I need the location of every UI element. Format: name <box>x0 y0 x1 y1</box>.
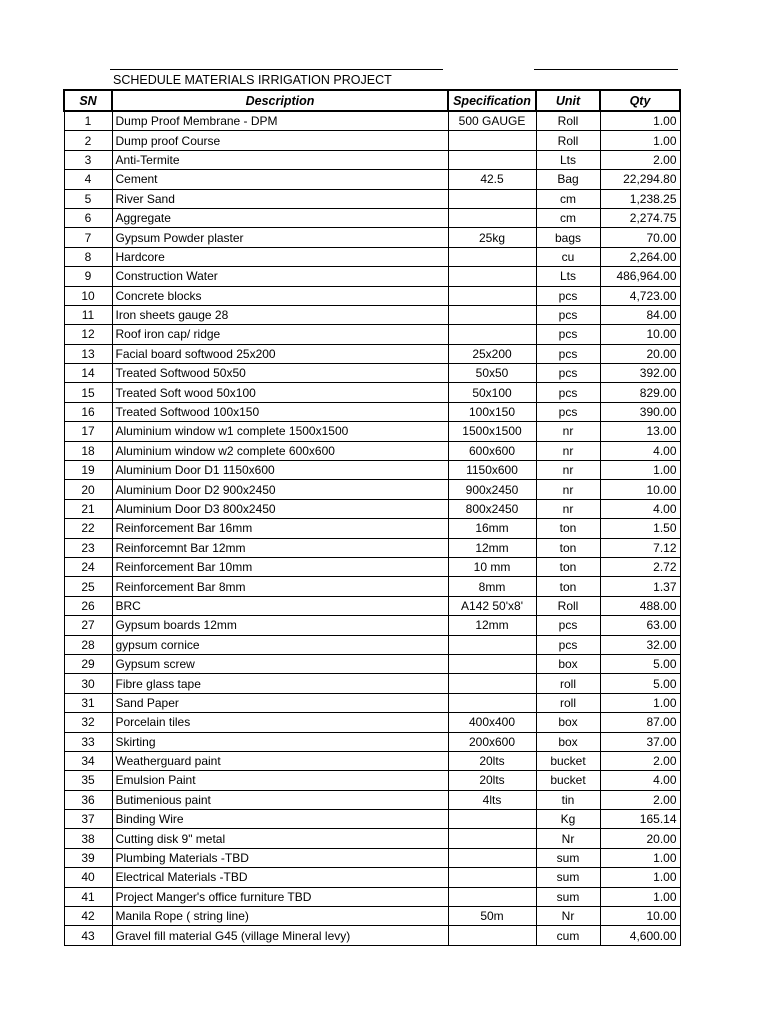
cell-description: Gravel fill material G45 (village Mineral levy) <box>112 926 448 945</box>
cell-sn: 4 <box>64 170 112 189</box>
cell-sn: 38 <box>64 829 112 848</box>
cell-specification: 12mm <box>448 538 536 557</box>
cell-description: Electrical Materials -TBD <box>112 868 448 887</box>
table-row <box>64 344 680 363</box>
cell-unit: box <box>536 732 600 751</box>
cell-specification: 20lts <box>448 771 536 790</box>
cell-specification: 20lts <box>448 751 536 770</box>
table-row <box>64 364 680 383</box>
cell-description: Treated Softwood 50x50 <box>112 364 448 383</box>
table-row <box>64 829 680 848</box>
cell-unit: cu <box>536 247 600 266</box>
cell-unit: ton <box>536 577 600 596</box>
cell-unit: Lts <box>536 150 600 169</box>
table-row <box>64 848 680 867</box>
cell-unit: roll <box>536 693 600 712</box>
cell-unit: pcs <box>536 364 600 383</box>
cell-unit: pcs <box>536 635 600 654</box>
cell-description: Aluminium Door D1 1150x600 <box>112 461 448 480</box>
cell-sn: 24 <box>64 557 112 576</box>
cell-qty: 4,723.00 <box>600 286 680 305</box>
cell-specification <box>448 848 536 867</box>
cell-specification: 8mm <box>448 577 536 596</box>
table-row <box>64 131 680 150</box>
table-row <box>64 480 680 499</box>
cell-qty: 390.00 <box>600 402 680 421</box>
cell-sn: 42 <box>64 907 112 926</box>
cell-description: Cutting disk 9" metal <box>112 829 448 848</box>
cell-description: Emulsion Paint <box>112 771 448 790</box>
cell-qty: 1,238.25 <box>600 189 680 208</box>
cell-description: Aluminium Door D3 800x2450 <box>112 499 448 518</box>
cell-qty: 1.00 <box>600 461 680 480</box>
cell-specification: 25kg <box>448 228 536 247</box>
cell-specification: 600x600 <box>448 441 536 460</box>
table-row <box>64 247 680 266</box>
cell-sn: 13 <box>64 344 112 363</box>
cell-description: Hardcore <box>112 247 448 266</box>
cell-unit: nr <box>536 499 600 518</box>
table-row <box>64 305 680 324</box>
cell-specification: 50x50 <box>448 364 536 383</box>
cell-qty: 1.00 <box>600 111 680 131</box>
cell-qty: 4.00 <box>600 771 680 790</box>
cell-unit: nr <box>536 422 600 441</box>
cell-sn: 6 <box>64 208 112 227</box>
cell-unit: Bag <box>536 170 600 189</box>
table-row <box>64 674 680 693</box>
cell-qty: 5.00 <box>600 654 680 673</box>
cell-description: Reinforcemnt Bar 12mm <box>112 538 448 557</box>
cell-sn: 5 <box>64 189 112 208</box>
cell-description: Manila Rope ( string line) <box>112 907 448 926</box>
cell-sn: 30 <box>64 674 112 693</box>
cell-unit: Roll <box>536 111 600 131</box>
cell-description: gypsum cornice <box>112 635 448 654</box>
cell-sn: 16 <box>64 402 112 421</box>
cell-qty: 10.00 <box>600 480 680 499</box>
table-row <box>64 286 680 305</box>
cell-sn: 15 <box>64 383 112 402</box>
cell-sn: 14 <box>64 364 112 383</box>
table-row <box>64 635 680 654</box>
cell-sn: 7 <box>64 228 112 247</box>
cell-sn: 23 <box>64 538 112 557</box>
cell-description: Treated Softwood 100x150 <box>112 402 448 421</box>
cell-qty: 1.37 <box>600 577 680 596</box>
cell-unit: bags <box>536 228 600 247</box>
cell-unit: Roll <box>536 596 600 615</box>
table-row <box>64 499 680 518</box>
cell-unit: cm <box>536 189 600 208</box>
cell-unit: ton <box>536 538 600 557</box>
cell-unit: bucket <box>536 771 600 790</box>
cell-qty: 5.00 <box>600 674 680 693</box>
table-row <box>64 907 680 926</box>
cell-specification <box>448 150 536 169</box>
table-row <box>64 868 680 887</box>
table-body <box>64 111 680 945</box>
cell-sn: 9 <box>64 267 112 286</box>
table-row <box>64 189 680 208</box>
cell-specification <box>448 305 536 324</box>
cell-sn: 3 <box>64 150 112 169</box>
cell-sn: 32 <box>64 713 112 732</box>
cell-qty: 1.00 <box>600 868 680 887</box>
cell-qty: 1.00 <box>600 887 680 906</box>
cell-sn: 18 <box>64 441 112 460</box>
cell-sn: 41 <box>64 887 112 906</box>
cell-unit: sum <box>536 868 600 887</box>
cell-qty: 20.00 <box>600 829 680 848</box>
cell-description: Cement <box>112 170 448 189</box>
table-row <box>64 751 680 770</box>
cell-qty: 4.00 <box>600 499 680 518</box>
cell-description: Porcelain tiles <box>112 713 448 732</box>
cell-qty: 13.00 <box>600 422 680 441</box>
cell-unit: Nr <box>536 907 600 926</box>
table-row <box>64 538 680 557</box>
table-row <box>64 616 680 635</box>
cell-specification <box>448 267 536 286</box>
cell-sn: 19 <box>64 461 112 480</box>
cell-sn: 22 <box>64 519 112 538</box>
cell-qty: 488.00 <box>600 596 680 615</box>
cell-qty: 10.00 <box>600 325 680 344</box>
table-row <box>64 325 680 344</box>
cell-sn: 8 <box>64 247 112 266</box>
table-row <box>64 713 680 732</box>
cell-specification: 4lts <box>448 790 536 809</box>
cell-sn: 10 <box>64 286 112 305</box>
cell-qty: 2.00 <box>600 790 680 809</box>
cell-sn: 29 <box>64 654 112 673</box>
cell-specification: 16mm <box>448 519 536 538</box>
cell-qty: 2,274.75 <box>600 208 680 227</box>
cell-specification: 400x400 <box>448 713 536 732</box>
cell-specification <box>448 189 536 208</box>
cell-description: Fibre glass tape <box>112 674 448 693</box>
cell-description: Weatherguard paint <box>112 751 448 770</box>
cell-unit: cm <box>536 208 600 227</box>
table-row <box>64 732 680 751</box>
cell-specification <box>448 674 536 693</box>
cell-unit: pcs <box>536 344 600 363</box>
table-row <box>64 693 680 712</box>
cell-description: Roof iron cap/ ridge <box>112 325 448 344</box>
cell-specification <box>448 208 536 227</box>
cell-qty: 829.00 <box>600 383 680 402</box>
cell-description: Construction Water <box>112 267 448 286</box>
cell-specification <box>448 926 536 945</box>
table-row <box>64 441 680 460</box>
cell-specification <box>448 654 536 673</box>
cell-unit: pcs <box>536 286 600 305</box>
cell-description: Aggregate <box>112 208 448 227</box>
cell-qty: 2.00 <box>600 751 680 770</box>
table-row <box>64 790 680 809</box>
materials-table <box>63 89 681 946</box>
cell-qty: 486,964.00 <box>600 267 680 286</box>
cell-sn: 35 <box>64 771 112 790</box>
cell-description: Dump proof Course <box>112 131 448 150</box>
cell-description: Dump Proof Membrane - DPM <box>112 111 448 131</box>
cell-sn: 28 <box>64 635 112 654</box>
cell-unit: cum <box>536 926 600 945</box>
table-row <box>64 771 680 790</box>
cell-unit: Kg <box>536 810 600 829</box>
header-unit: Unit <box>536 90 600 111</box>
cell-qty: 32.00 <box>600 635 680 654</box>
cell-unit: roll <box>536 674 600 693</box>
cell-sn: 39 <box>64 848 112 867</box>
table-row <box>64 519 680 538</box>
cell-sn: 37 <box>64 810 112 829</box>
table-header-row <box>64 90 680 111</box>
table-row <box>64 208 680 227</box>
table-row <box>64 383 680 402</box>
cell-qty: 2.72 <box>600 557 680 576</box>
cell-unit: Roll <box>536 131 600 150</box>
cell-qty: 1.00 <box>600 848 680 867</box>
cell-unit: box <box>536 713 600 732</box>
cell-qty: 22,294.80 <box>600 170 680 189</box>
cell-qty: 20.00 <box>600 344 680 363</box>
cell-specification <box>448 247 536 266</box>
table-row <box>64 461 680 480</box>
cell-sn: 11 <box>64 305 112 324</box>
cell-description: Binding Wire <box>112 810 448 829</box>
cell-specification: 50m <box>448 907 536 926</box>
header-qty: Qty <box>600 90 680 111</box>
table-row <box>64 267 680 286</box>
table-row <box>64 170 680 189</box>
cell-description: Sand Paper <box>112 693 448 712</box>
cell-description: Reinforcement Bar 10mm <box>112 557 448 576</box>
cell-qty: 87.00 <box>600 713 680 732</box>
cell-sn: 33 <box>64 732 112 751</box>
cell-unit: box <box>536 654 600 673</box>
cell-description: Gypsum screw <box>112 654 448 673</box>
cell-qty: 165.14 <box>600 810 680 829</box>
cell-unit: Nr <box>536 829 600 848</box>
cell-qty: 1.50 <box>600 519 680 538</box>
header-sn: SN <box>64 90 112 111</box>
cell-specification <box>448 829 536 848</box>
cell-description: Gypsum boards 12mm <box>112 616 448 635</box>
table-row <box>64 111 680 131</box>
cell-unit: pcs <box>536 616 600 635</box>
cell-sn: 43 <box>64 926 112 945</box>
table-row <box>64 577 680 596</box>
cell-unit: Lts <box>536 267 600 286</box>
cell-specification: 500 GAUGE <box>448 111 536 131</box>
cell-specification <box>448 286 536 305</box>
cell-specification: 25x200 <box>448 344 536 363</box>
cell-qty: 1.00 <box>600 131 680 150</box>
cell-qty: 4,600.00 <box>600 926 680 945</box>
cell-specification: 100x150 <box>448 402 536 421</box>
cell-sn: 34 <box>64 751 112 770</box>
cell-unit: ton <box>536 557 600 576</box>
cell-unit: pcs <box>536 305 600 324</box>
cell-specification <box>448 887 536 906</box>
cell-description: Treated Soft wood 50x100 <box>112 383 448 402</box>
cell-unit: pcs <box>536 402 600 421</box>
cell-description: Facial board softwood 25x200 <box>112 344 448 363</box>
cell-sn: 36 <box>64 790 112 809</box>
cell-qty: 63.00 <box>600 616 680 635</box>
page-title: SCHEDULE MATERIALS IRRIGATION PROJECT <box>113 73 392 87</box>
cell-description: River Sand <box>112 189 448 208</box>
cell-specification <box>448 131 536 150</box>
cell-description: Gypsum Powder plaster <box>112 228 448 247</box>
cell-qty: 70.00 <box>600 228 680 247</box>
cell-specification <box>448 325 536 344</box>
cell-specification <box>448 868 536 887</box>
table-row <box>64 557 680 576</box>
cell-description: Concrete blocks <box>112 286 448 305</box>
table-row <box>64 654 680 673</box>
cell-unit: nr <box>536 441 600 460</box>
table-row <box>64 422 680 441</box>
title-underline-left <box>110 69 443 70</box>
cell-sn: 26 <box>64 596 112 615</box>
table-row <box>64 150 680 169</box>
cell-specification: 10 mm <box>448 557 536 576</box>
cell-unit: pcs <box>536 325 600 344</box>
header-description: Description <box>112 90 448 111</box>
cell-description: Aluminium window w1 complete 1500x1500 <box>112 422 448 441</box>
table-row <box>64 810 680 829</box>
cell-qty: 10.00 <box>600 907 680 926</box>
cell-sn: 17 <box>64 422 112 441</box>
cell-specification: A142 50'x8' <box>448 596 536 615</box>
cell-description: Skirting <box>112 732 448 751</box>
cell-qty: 1.00 <box>600 693 680 712</box>
cell-description: Aluminium window w2 complete 600x600 <box>112 441 448 460</box>
cell-unit: sum <box>536 848 600 867</box>
cell-sn: 1 <box>64 111 112 131</box>
cell-qty: 2,264.00 <box>600 247 680 266</box>
cell-description: Project Manger's office furniture TBD <box>112 887 448 906</box>
title-underline-right <box>534 69 678 70</box>
cell-qty: 84.00 <box>600 305 680 324</box>
cell-sn: 21 <box>64 499 112 518</box>
cell-description: Reinforcement Bar 8mm <box>112 577 448 596</box>
cell-qty: 7.12 <box>600 538 680 557</box>
table-row <box>64 887 680 906</box>
cell-unit: tin <box>536 790 600 809</box>
cell-qty: 4.00 <box>600 441 680 460</box>
cell-specification: 1150x600 <box>448 461 536 480</box>
cell-specification: 12mm <box>448 616 536 635</box>
cell-qty: 2.00 <box>600 150 680 169</box>
cell-description: Plumbing Materials -TBD <box>112 848 448 867</box>
cell-specification: 900x2450 <box>448 480 536 499</box>
cell-sn: 20 <box>64 480 112 499</box>
cell-description: Anti-Termite <box>112 150 448 169</box>
cell-unit: sum <box>536 887 600 906</box>
cell-specification: 200x600 <box>448 732 536 751</box>
table-row <box>64 596 680 615</box>
cell-description: BRC <box>112 596 448 615</box>
cell-qty: 392.00 <box>600 364 680 383</box>
cell-qty: 37.00 <box>600 732 680 751</box>
cell-sn: 27 <box>64 616 112 635</box>
cell-specification <box>448 810 536 829</box>
table-row <box>64 228 680 247</box>
cell-unit: bucket <box>536 751 600 770</box>
cell-specification: 50x100 <box>448 383 536 402</box>
cell-unit: nr <box>536 461 600 480</box>
header-specification: Specification <box>448 90 536 111</box>
cell-specification <box>448 635 536 654</box>
cell-unit: nr <box>536 480 600 499</box>
cell-sn: 2 <box>64 131 112 150</box>
cell-sn: 12 <box>64 325 112 344</box>
cell-description: Butimenious paint <box>112 790 448 809</box>
cell-specification <box>448 693 536 712</box>
cell-specification: 42.5 <box>448 170 536 189</box>
cell-sn: 31 <box>64 693 112 712</box>
cell-specification: 1500x1500 <box>448 422 536 441</box>
cell-sn: 25 <box>64 577 112 596</box>
cell-unit: pcs <box>536 383 600 402</box>
cell-description: Aluminium Door D2 900x2450 <box>112 480 448 499</box>
cell-unit: ton <box>536 519 600 538</box>
cell-description: Iron sheets gauge 28 <box>112 305 448 324</box>
cell-specification: 800x2450 <box>448 499 536 518</box>
table-row <box>64 926 680 945</box>
table-row <box>64 402 680 421</box>
cell-description: Reinforcement Bar 16mm <box>112 519 448 538</box>
cell-sn: 40 <box>64 868 112 887</box>
